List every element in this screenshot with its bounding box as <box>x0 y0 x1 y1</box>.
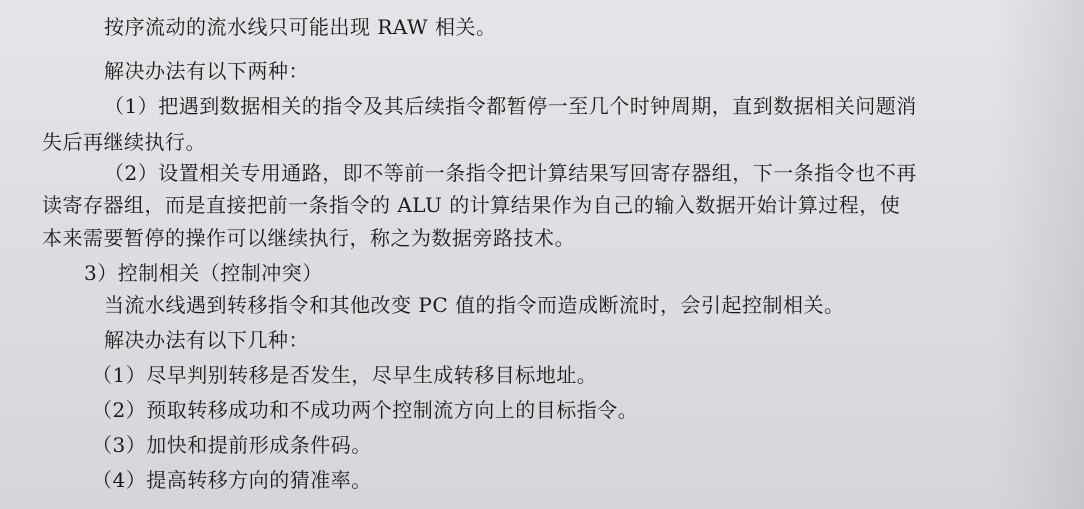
list-item-1: （1）尽早判别转移是否发生，尽早生成转移目标地址。 <box>92 363 598 387</box>
text-line-6: 读寄存器组，而是直接把前一条指令的 ALU 的计算结果作为自己的输入数据开始计算过程，使 <box>42 193 901 217</box>
list-item-4: （4）提高转移方向的猜准率。 <box>92 468 372 492</box>
text-line-5: （2）设置相关专用通路，即不等前一条指令把计算结果写回寄存器组，下一条指令也不再 <box>104 161 917 185</box>
text-line-2: 解决办法有以下两种： <box>104 59 309 83</box>
list-item-3: （3）加快和提前形成条件码。 <box>92 433 372 457</box>
text-line-1: 按序流动的流水线只可能出现 RAW 相关。 <box>104 15 497 39</box>
page-edge-shadow <box>994 0 1084 509</box>
text-line-3: （1）把遇到数据相关的指令及其后续指令都暂停一至几个时钟周期，直到数据相关问题消 <box>104 94 917 118</box>
section-heading-control-hazard: 3）控制相关（控制冲突） <box>84 261 323 285</box>
text-line-4: 失后再继续执行。 <box>42 130 206 154</box>
text-line-9: 当流水线遇到转移指令和其他改变 PC 值的指令而造成断流时，会引起控制相关。 <box>104 293 845 317</box>
text-line-7: 本来需要暂停的操作可以继续执行，称之为数据旁路技术。 <box>42 226 575 250</box>
text-line-10: 解决办法有以下几种： <box>104 328 309 352</box>
list-item-2: （2）预取转移成功和不成功两个控制流方向上的目标指令。 <box>92 398 639 422</box>
